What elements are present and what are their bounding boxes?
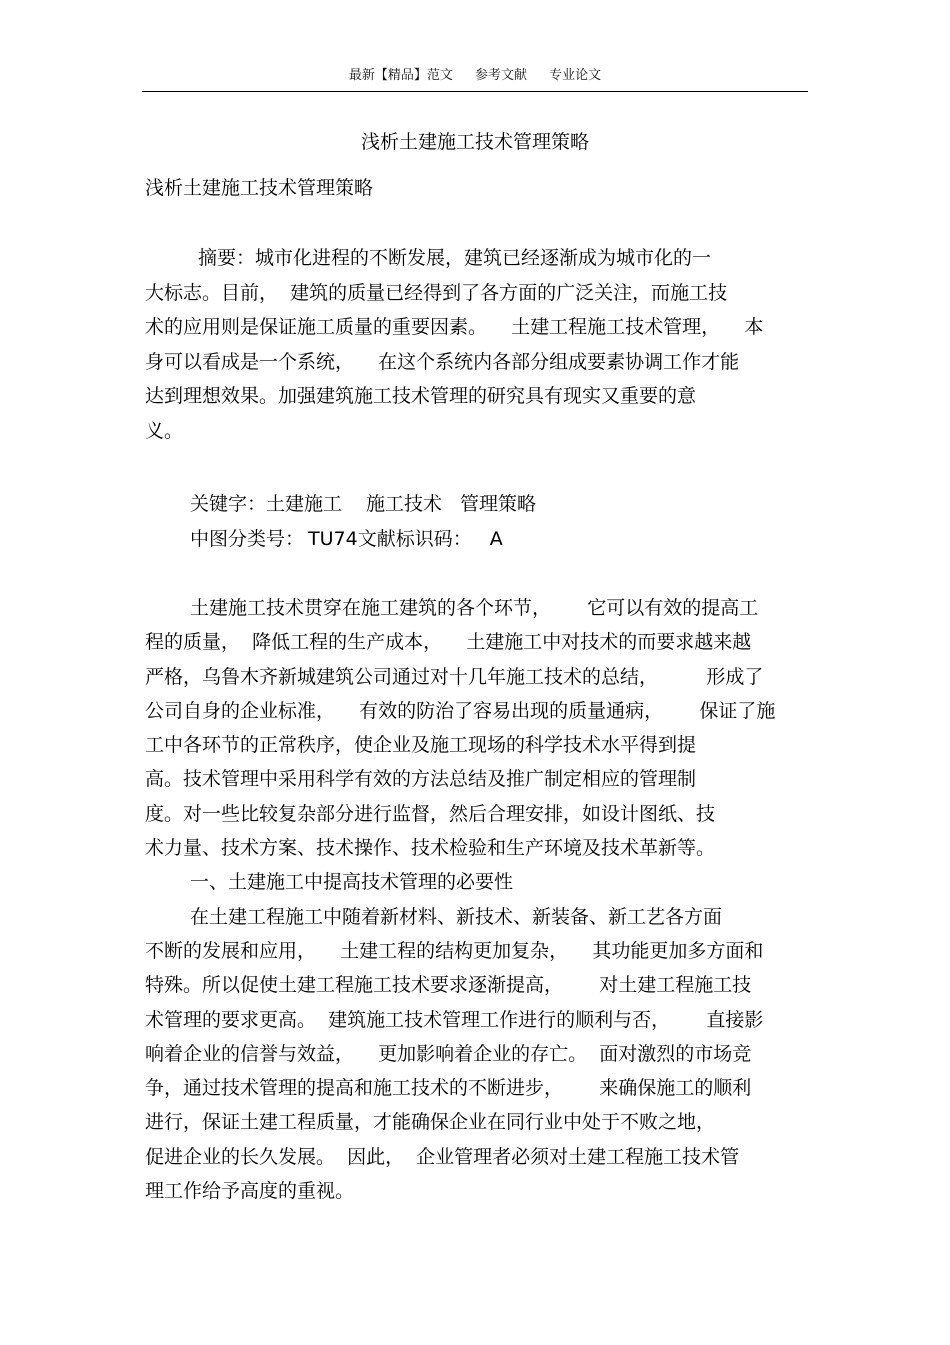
- abstract-line: 术的应用则是保证施工质量的重要因素。 土建工程施工技术管理， 本: [145, 316, 764, 338]
- abstract-line: 摘要：城市化进程的不断发展，建筑已经逐渐成为城市化的一: [198, 247, 712, 269]
- abstract-line: 身可以看成是一个系统， 在这个系统内各部分组成要素协调工作才能: [145, 350, 740, 373]
- body-line: 公司自身的企业标准， 有效的防治了容易出现的质量通病， 保证了施: [145, 699, 776, 722]
- keyword: 土建施工: [266, 493, 343, 515]
- keywords-line: [145, 487, 811, 522]
- header-divider: [142, 91, 808, 92]
- body-line: 术力量、技术方案、技术操作、技术检验和生产环境及技术革新等。: [145, 837, 716, 860]
- clc-label: 中图分类号：: [190, 527, 305, 550]
- abstract: [145, 241, 811, 448]
- document-title: 浅析土建施工技术管理策略: [360, 131, 589, 153]
- doc-code-value: A: [489, 527, 503, 550]
- body-line: 不断的发展和应用， 土建工程的结构更加复杂， 其功能更加多方面和: [145, 939, 764, 962]
- keywords-label: 关键字：: [190, 493, 267, 515]
- body-line: 工中各环节的正常秩序，使企业及施工现场的科学技术水平得到提: [145, 734, 697, 757]
- abstract-line: 大标志。目前， 建筑的质量已经得到了各方面的广泛关注，而施工技: [145, 281, 728, 304]
- body-line: 响着企业的信誉与效益， 更加影响着企业的存亡。 面对激烈的市场竞: [145, 1042, 752, 1065]
- keyword: 施工技术: [366, 493, 443, 515]
- body-line: 度。对一些比较复杂部分进行监督，然后合理安排，如设计图纸、技: [145, 802, 716, 825]
- header-item-references: 参考文献: [474, 68, 527, 83]
- main-body: [145, 591, 811, 1208]
- header-item-fanwen: 最新【精品】范文: [348, 68, 453, 83]
- page-header: [0, 66, 950, 86]
- abstract-line: 义。: [145, 419, 184, 442]
- body-line: 土建施工技术贯穿在施工建筑的各个环节， 它可以有效的提高工: [190, 597, 759, 619]
- body-line: 术管理的要求更高。 建筑施工技术管理工作进行的顺利与否， 直接影: [145, 1008, 764, 1031]
- document-subtitle: 浅析土建施工技术管理策略: [145, 177, 374, 199]
- keyword: 管理策略: [460, 493, 537, 515]
- body-line: 进行，保证土建工程质量，才能确保企业在同行业中处于不败之地，: [145, 1111, 716, 1134]
- body-line: 争，通过技术管理的提高和施工技术的不断进步， 来确保施工的顺利: [145, 1077, 752, 1100]
- header-item-papers: 专业论文: [549, 68, 602, 83]
- doc-code-label: 文献标识码：: [357, 527, 472, 550]
- body-line: 程的质量， 降低工程的生产成本， 土建施工中对技术的而要求越来越: [145, 631, 752, 654]
- body-line: 促进企业的长久发展。 因此， 企业管理者必须对土建工程施工技术管: [145, 1145, 740, 1168]
- body-line: 高。技术管理中采用科学有效的方法总结及推广制定相应的管理制: [145, 768, 697, 791]
- clc-value: TU74: [308, 527, 358, 550]
- body-line: 理工作给予高度的重视。: [145, 1180, 355, 1203]
- body-line: 特殊。所以促使土建工程施工技术要求逐渐提高， 对土建工程施工技: [145, 974, 752, 997]
- section-heading: 一、土建施工中提高技术管理的必要性: [190, 871, 514, 894]
- abstract-line: 达到理想效果。加强建筑施工技术管理的研究具有现实又重要的意: [145, 385, 697, 407]
- body-line: 严格，乌鲁木齐新城建筑公司通过对十几年施工技术的总结， 形成了: [145, 665, 764, 688]
- body-line: 在土建工程施工中随着新材料、新技术、新装备、新工艺各方面: [190, 905, 723, 928]
- classification-line: [145, 522, 811, 557]
- keywords-block: [145, 487, 811, 556]
